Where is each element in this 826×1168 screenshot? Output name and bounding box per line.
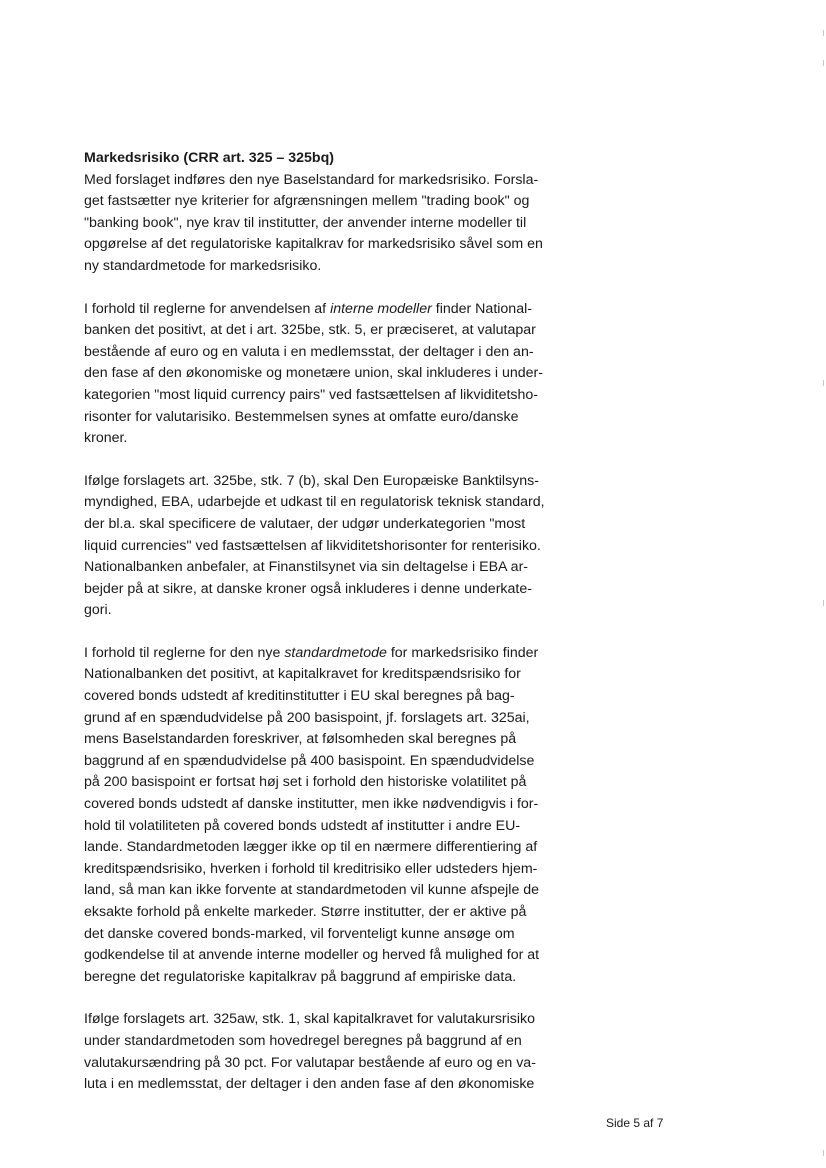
text-line [84,794,584,816]
text-line [84,234,584,256]
text-line [84,170,584,192]
text-line [84,299,584,321]
text-line [84,492,584,514]
text-line [84,751,584,773]
text-line [84,1031,584,1053]
text-segment: Nationalbanken anbefaler, at Finanstilsynet via sin deltagelse i EBA ar- [84,559,529,576]
text-segment: Ifølge forslagets art. 325be, stk. 7 (b), skal Den Europæiske Banktilsyns- [84,472,539,489]
text-line [84,1053,584,1075]
scan-edge-marks [820,0,826,1168]
paragraph [84,170,584,278]
text-segment: bestående af euro og en valuta i en medlemsstat, der deltager i den an- [84,343,534,360]
text-segment: covered bonds udstedt af kreditinstitutter i EU skal beregnes på bag- [84,688,515,705]
text-line [84,643,584,665]
text-line [84,945,584,967]
text-line [84,1074,584,1096]
paragraph [84,299,584,450]
text-segment: luta i en medlemsstat, der deltager i den anden fase af den økonomiske [84,1076,535,1093]
text-segment: Med forslaget indføres den nye Baselstandard for markedsrisiko. Forsla- [84,171,539,188]
text-line [84,708,584,730]
text-line [84,772,584,794]
text-line [84,428,584,450]
edge-mark [823,380,824,386]
text-segment: det danske covered bonds-marked, vil forventeligt kunne ansøge om [84,925,515,942]
text-segment: gori. [84,602,112,619]
text-segment: lande. Standardmetoden lægger ikke op til en nærmere differentiering af [84,839,538,856]
text-segment: mens Baselstandarden foreskriver, at følsomheden skal beregnes på [84,731,517,748]
text-line [84,967,584,989]
text-segment: beregne det regulatoriske kapitalkrav på baggrund af empiriske data. [84,968,517,985]
text-line [84,514,584,536]
text-segment: kategorien "most liquid currency pairs" ved fastsættelsen af likviditetsho- [84,386,539,403]
text-line [84,1009,584,1031]
text-segment: liquid currencies" ved fastsættelsen af likviditetshorisonter for renterisiko. [84,537,541,554]
text-line [84,557,584,579]
text-segment: banken det positivt, at det i art. 325be, stk. 5, er præciseret, at valutapar [84,322,536,339]
paragraph [84,471,584,622]
text-segment: covered bonds udstedt af danske institutter, men ikke nødvendigvis i for- [84,796,539,813]
text-line [84,342,584,364]
text-segment: risonter for valutarisiko. Bestemmelsen synes at omfatte euro/danske [84,408,519,425]
text-line [84,859,584,881]
text-line [84,363,584,385]
text-segment: "banking book", nye krav til institutter, der anvender interne modeller til [84,214,527,231]
text-segment: finder National- [431,300,532,317]
text-line [84,880,584,902]
text-segment: på 200 basispoint er fortsat høj set i forhold den historiske volatilitet på [84,774,527,791]
text-line [84,816,584,838]
text-segment: Ifølge forslagets art. 325aw, stk. 1, skal kapitalkravet for valutakursrisiko [84,1011,536,1028]
text-line [84,902,584,924]
text-segment: under standardmetoden som hovedregel beregnes på baggrund af en [84,1032,522,1049]
page-number: Side 5 af 7 [606,1116,664,1130]
text-segment: get fastsætter nye kriterier for afgrænsningen mellem "trading book" og [84,193,530,210]
edge-mark [823,600,824,606]
text-segment: hold til volatiliteten på covered bonds udstedt af institutter i andre EU- [84,817,521,834]
text-line [84,213,584,235]
text-segment: kreditspændsrisiko, hverken i forhold til kreditrisiko eller udsteders hjem- [84,860,538,877]
text-line [84,191,584,213]
text-segment: bejder på at sikre, at danske kroner også inkluderes i denne underkate- [84,580,532,597]
text-segment: Nationalbanken det positivt, at kapitalkravet for kreditspændsrisiko for [84,666,521,683]
text-segment: opgørelse af det regulatoriske kapitalkrav for markedsrisiko såvel som en [84,236,543,253]
text-segment: ny standardmetode for markedsrisiko. [84,257,322,274]
text-segment: for markedsrisiko finder [386,644,539,661]
emphasized-term: interne modeller [330,300,432,317]
paragraph [84,1009,584,1095]
edge-mark [823,60,824,66]
paragraph [84,643,584,989]
text-segment: myndighed, EBA, udarbejde et udkast til en regulatorisk teknisk standard, [84,494,545,511]
text-segment: den fase af den økonomiske og monetære union, skal inkluderes i under- [84,365,543,382]
text-segment: I forhold til reglerne for den nye [84,644,285,661]
text-line [84,686,584,708]
text-line [84,600,584,622]
emphasized-term: standardmetode [284,644,387,661]
text-line [84,664,584,686]
text-line [84,471,584,493]
text-line [84,407,584,429]
edge-mark [823,1150,824,1156]
text-segment: baggrund af en spændudvidelse på 400 basispoint. En spændudvidelse [84,752,535,769]
paragraph-list [84,170,584,1096]
text-line [84,837,584,859]
text-line [84,256,584,278]
text-segment: I forhold til reglerne for anvendelsen af [84,300,331,317]
text-segment: kroner. [84,430,128,447]
text-line [84,385,584,407]
text-segment: eksakte forhold på enkelte markeder. Større institutter, der er aktive på [84,904,527,920]
document-body [84,148,584,1117]
text-line [84,924,584,946]
text-line [84,579,584,601]
section-heading: Markedsrisiko (CRR art. 325 – 325bq) [84,150,334,166]
text-line [84,729,584,751]
text-segment: der bl.a. skal specificere de valutaer, der udgør underkategorien "most [84,515,526,532]
text-segment: land, så man kan ikke forvente at standardmetoden vil kunne afspejle de [84,882,540,899]
text-segment: valutakursændring på 30 pct. For valutapar bestående af euro og en va- [84,1054,536,1071]
text-segment: godkendelse til at anvende interne modeller og herved få mulighed for at [84,947,540,964]
edge-mark [823,30,824,36]
text-segment: grund af en spændudvidelse på 200 basispoint, jf. forslagets art. 325ai, [84,709,530,726]
text-line [84,320,584,342]
text-line [84,536,584,558]
